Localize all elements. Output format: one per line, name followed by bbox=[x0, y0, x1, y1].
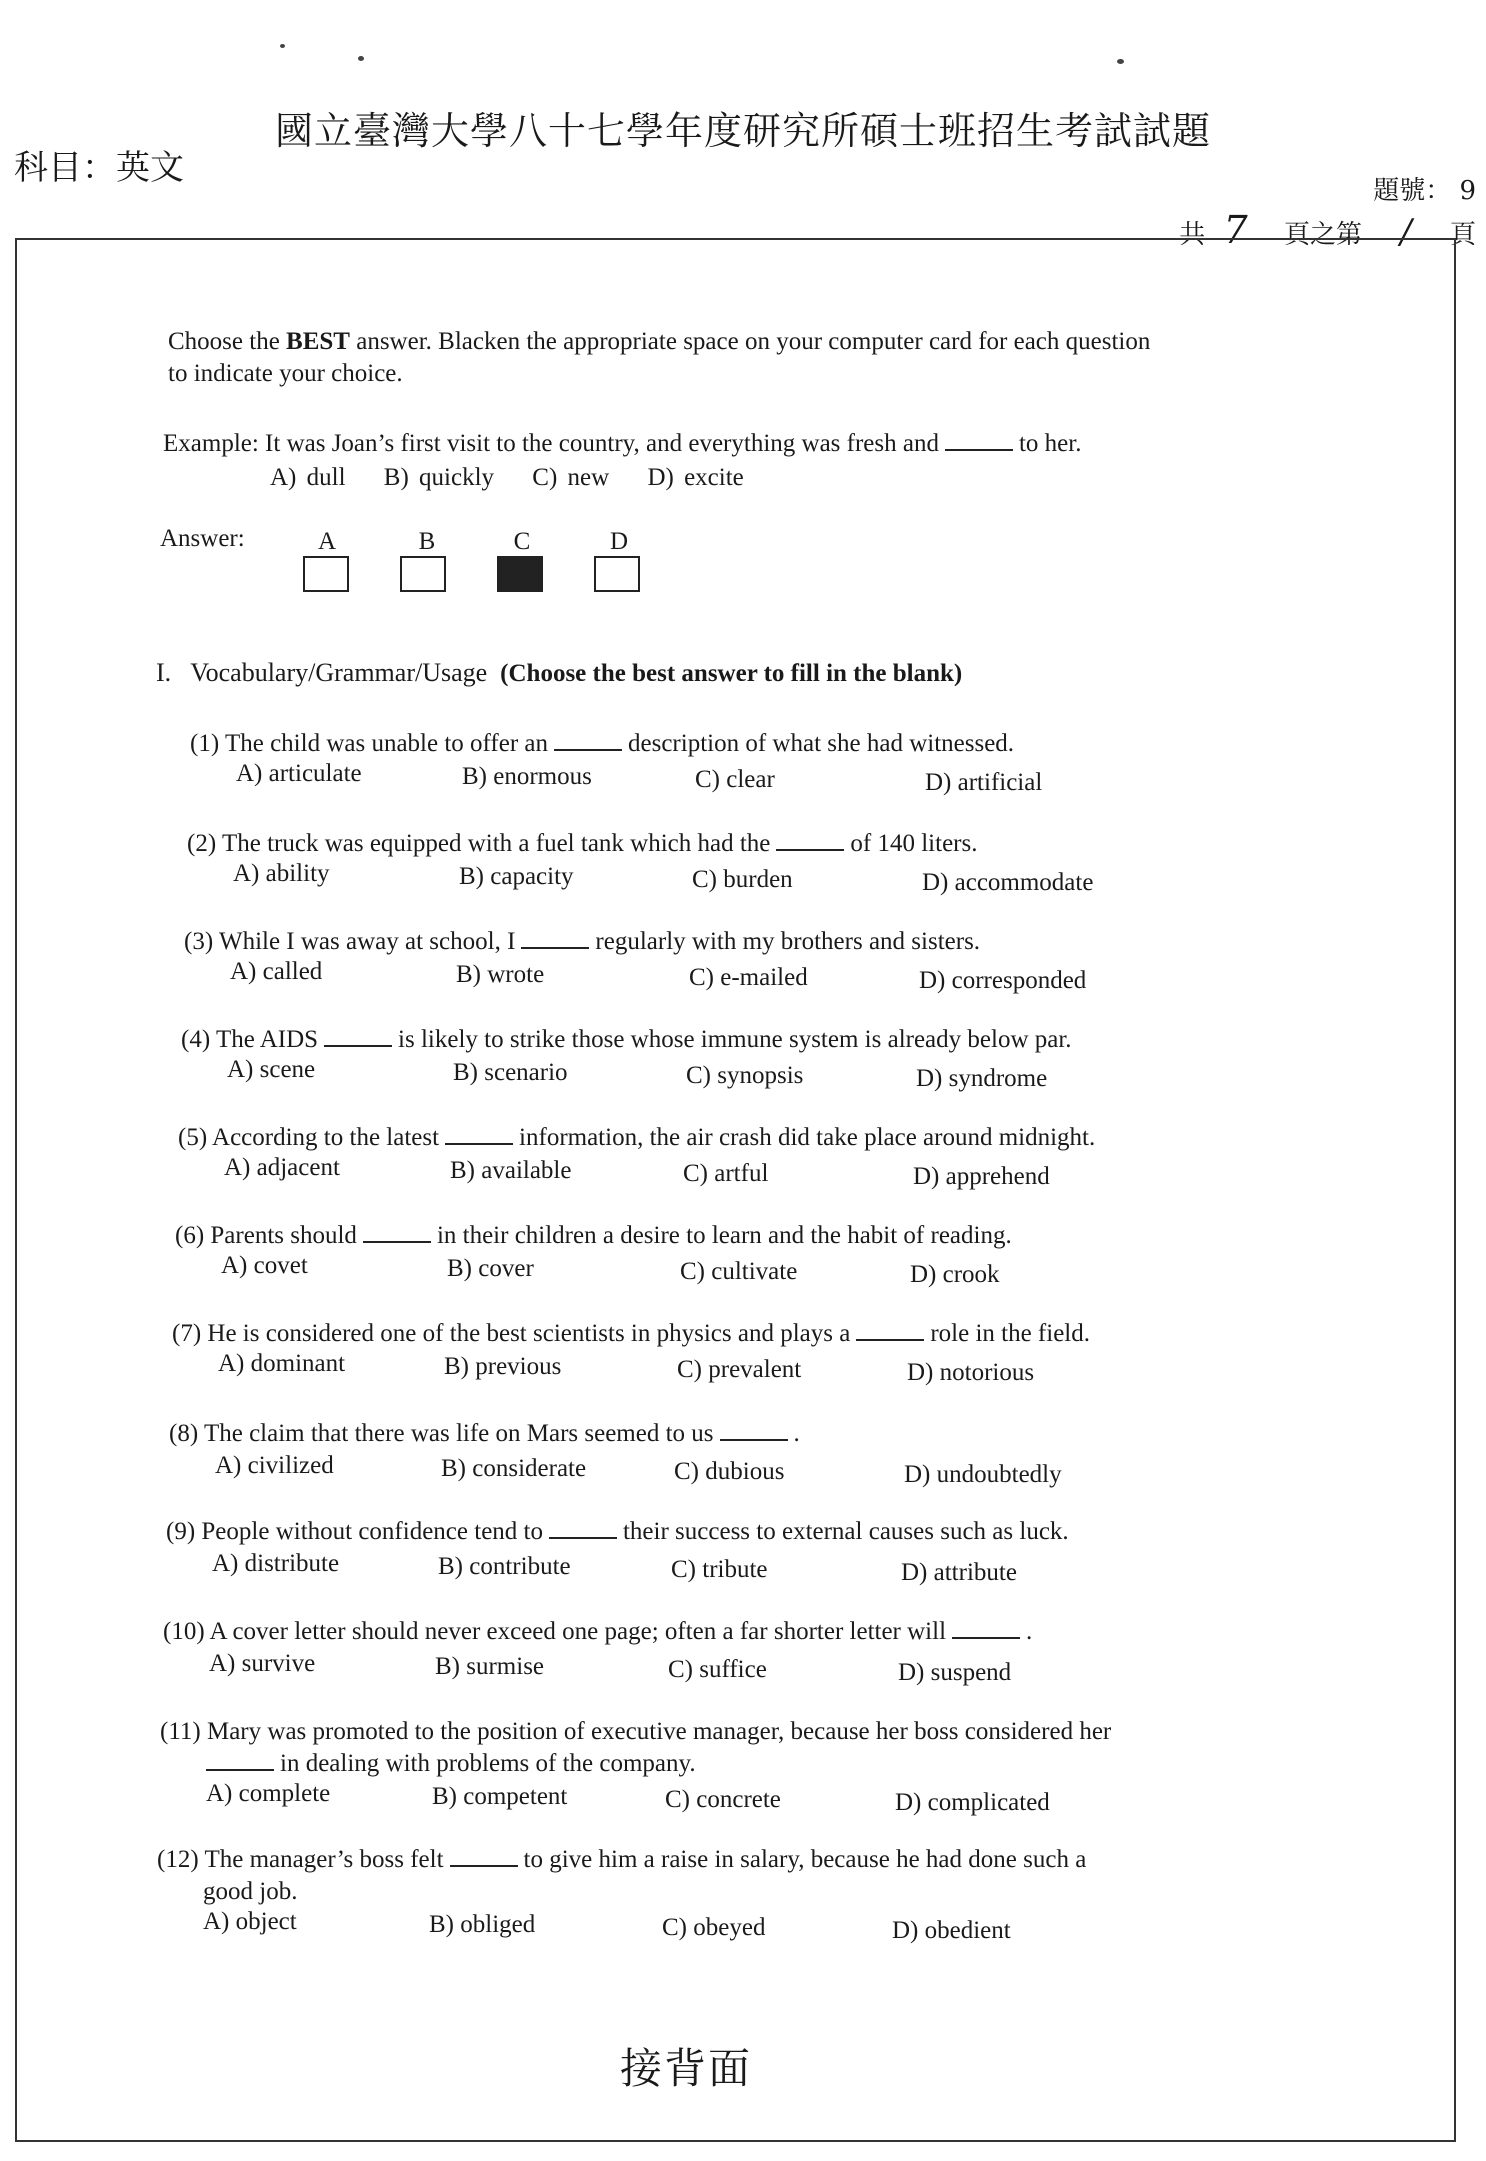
question-stem bbox=[163, 1616, 1032, 1648]
answer-option-c: C) burden bbox=[692, 866, 793, 893]
example-stem-pre: Example: It was Joan’s first visit to the country, and everything was fresh and bbox=[163, 430, 939, 457]
answer-blank bbox=[720, 1419, 788, 1441]
section-note: (Choose the best answer to fill in the blank) bbox=[500, 660, 963, 687]
answer-option-c: C) prevalent bbox=[677, 1356, 802, 1383]
answer-option-d: D) complicated bbox=[895, 1789, 1050, 1816]
answer-blank bbox=[363, 1221, 431, 1243]
answer-option-a: A) survive bbox=[209, 1650, 316, 1677]
answer-option-a: A) scene bbox=[227, 1056, 316, 1083]
question-stem bbox=[166, 1516, 1069, 1548]
example-option-c: C) new bbox=[532, 464, 610, 491]
question-number: (9) bbox=[166, 1518, 196, 1545]
question-stem bbox=[172, 1318, 1090, 1350]
answer-label: Answer: bbox=[160, 525, 245, 552]
subject-label: 科目：英文 bbox=[14, 148, 184, 188]
instructions-line2: to indicate your choice. bbox=[168, 360, 403, 387]
answer-option-d: D) suspend bbox=[898, 1659, 1012, 1686]
answer-option-a: A) dominant bbox=[218, 1350, 346, 1377]
instructions-post: answer. Blacken the appropriate space on your computer card for each question bbox=[349, 328, 1151, 355]
question-stem bbox=[181, 1024, 1072, 1056]
answer-option-d: D) undoubtedly bbox=[904, 1461, 1062, 1488]
question-stem bbox=[190, 728, 1014, 760]
question-text-post: in their children a desire to learn and the habit of reading. bbox=[436, 1222, 1012, 1249]
answer-letter-c: C bbox=[513, 528, 531, 555]
answer-blank bbox=[324, 1025, 392, 1047]
answer-option-b: B) scenario bbox=[453, 1059, 568, 1086]
question-text-pre: He is considered one of the best scientists in physics and plays a bbox=[207, 1320, 851, 1347]
question-text-pre: The claim that there was life on Mars seemed to us bbox=[203, 1420, 714, 1447]
answer-box-b bbox=[400, 556, 446, 592]
answer-box-c-filled bbox=[497, 556, 543, 592]
answer-option-c: C) dubious bbox=[674, 1458, 785, 1485]
answer-option-c: C) obeyed bbox=[662, 1914, 766, 1941]
question-number: (6) bbox=[175, 1222, 205, 1249]
answer-option-b: B) competent bbox=[432, 1783, 568, 1810]
answer-option-d: D) notorious bbox=[907, 1359, 1035, 1386]
question-text-post: role in the field. bbox=[930, 1320, 1090, 1347]
answer-option-b: B) enormous bbox=[462, 763, 592, 790]
question-number: (11) bbox=[160, 1718, 201, 1745]
answer-option-a: A) called bbox=[230, 958, 323, 985]
answer-option-a: A) complete bbox=[206, 1780, 331, 1807]
answer-option-c: C) concrete bbox=[665, 1786, 781, 1813]
answer-option-b: B) previous bbox=[444, 1353, 562, 1380]
question-stem bbox=[187, 828, 977, 860]
question-text-pre: People without confidence tend to bbox=[201, 1518, 543, 1545]
answer-blank bbox=[952, 1617, 1020, 1639]
example-option-b: B) quickly bbox=[383, 464, 495, 491]
answer-option-b: B) capacity bbox=[459, 863, 574, 890]
answer-blank bbox=[776, 829, 844, 851]
answer-option-b: B) obliged bbox=[429, 1911, 536, 1938]
answer-option-c: C) suffice bbox=[668, 1656, 767, 1683]
scan-speck bbox=[280, 44, 285, 48]
answer-option-c: C) synopsis bbox=[686, 1062, 804, 1089]
answer-option-a: A) covet bbox=[221, 1252, 308, 1279]
answer-option-d: D) apprehend bbox=[913, 1163, 1050, 1190]
scan-speck bbox=[1117, 59, 1124, 64]
question-number: (2) bbox=[187, 830, 217, 857]
answer-blank bbox=[554, 729, 622, 751]
answer-blank bbox=[450, 1845, 518, 1867]
example-option-a: A) dull bbox=[270, 464, 346, 491]
question-stem bbox=[169, 1418, 800, 1450]
answer-option-d: D) artificial bbox=[925, 769, 1043, 796]
question-text-pre: While I was away at school, I bbox=[218, 928, 516, 955]
answer-box-d bbox=[594, 556, 640, 592]
question-text-post: of 140 liters. bbox=[850, 830, 978, 857]
example-option-d: D) excite bbox=[647, 464, 744, 491]
answer-blank bbox=[856, 1319, 924, 1341]
question-number: (8) bbox=[169, 1420, 199, 1447]
question-number: (12) bbox=[157, 1846, 199, 1873]
section-heading bbox=[156, 658, 962, 688]
page-total: 7 bbox=[1223, 208, 1248, 252]
answer-box-a bbox=[303, 556, 349, 592]
question-number: (4) bbox=[181, 1026, 211, 1053]
answer-option-d: D) syndrome bbox=[916, 1065, 1048, 1092]
page-mid: 頁之第 bbox=[1283, 220, 1362, 250]
answer-option-b: B) wrote bbox=[456, 961, 545, 988]
answer-option-d: D) obedient bbox=[892, 1917, 1011, 1944]
answer-blank bbox=[206, 1749, 274, 1771]
answer-option-d: D) attribute bbox=[901, 1559, 1017, 1586]
answer-letter-d: D bbox=[609, 528, 629, 555]
answer-option-a: A) articulate bbox=[236, 760, 362, 787]
question-stem-line2 bbox=[203, 1876, 297, 1908]
answer-blank bbox=[521, 927, 589, 949]
question-text-pre: The child was unable to offer an bbox=[224, 730, 549, 757]
question-text-post: . bbox=[793, 1420, 800, 1447]
question-text-pre: Parents should bbox=[210, 1222, 357, 1249]
answer-option-a: A) adjacent bbox=[224, 1154, 340, 1181]
answer-letter-a: A bbox=[317, 528, 337, 555]
answer-option-a: A) civilized bbox=[215, 1452, 334, 1479]
question-text-line2: good job. bbox=[203, 1878, 298, 1905]
example-blank bbox=[945, 429, 1013, 451]
question-stem bbox=[157, 1844, 1086, 1876]
answer-blank bbox=[445, 1123, 513, 1145]
question-number: (10) bbox=[163, 1618, 205, 1645]
question-number: 題號： 9 bbox=[1373, 176, 1476, 206]
answer-option-a: A) object bbox=[203, 1908, 297, 1935]
question-text-pre: Mary was promoted to the position of executive manager, because her boss considered her bbox=[206, 1718, 1112, 1745]
example-options bbox=[270, 462, 772, 494]
question-text-pre: The truck was equipped with a fuel tank which had the bbox=[221, 830, 771, 857]
page-suffix: 頁 bbox=[1449, 220, 1476, 250]
scan-speck bbox=[358, 56, 364, 61]
example-stem bbox=[163, 428, 1313, 460]
question-text-pre: The AIDS bbox=[215, 1026, 319, 1053]
answer-option-d: D) corresponded bbox=[919, 967, 1087, 994]
answer-option-a: A) ability bbox=[233, 860, 330, 887]
answer-blank bbox=[549, 1517, 617, 1539]
question-number: (1) bbox=[190, 730, 220, 757]
question-stem bbox=[184, 926, 980, 958]
question-text-pre: A cover letter should never exceed one page; often a far shorter letter will bbox=[209, 1618, 947, 1645]
question-text-post: regularly with my brothers and sisters. bbox=[595, 928, 981, 955]
answer-letter-b: B bbox=[418, 528, 436, 555]
example-stem-post: to her. bbox=[1018, 430, 1082, 457]
instructions bbox=[168, 326, 1288, 390]
question-text-post: information, the air crash did take place around midnight. bbox=[519, 1124, 1096, 1151]
instructions-bold: BEST bbox=[286, 328, 350, 355]
answer-option-c: C) e-mailed bbox=[689, 964, 808, 991]
answer-option-b: B) surmise bbox=[435, 1653, 545, 1680]
question-stem bbox=[175, 1220, 1012, 1252]
answer-option-c: C) clear bbox=[695, 766, 775, 793]
question-text-post: . bbox=[1026, 1618, 1033, 1645]
question-stem bbox=[160, 1716, 1111, 1748]
question-number: (7) bbox=[172, 1320, 202, 1347]
answer-option-d: D) accommodate bbox=[922, 869, 1094, 896]
answer-option-d: D) crook bbox=[910, 1261, 1000, 1288]
instructions-pre: Choose the bbox=[168, 328, 287, 355]
question-stem-line2 bbox=[206, 1748, 696, 1780]
answer-option-c: C) cultivate bbox=[680, 1258, 798, 1285]
question-text-post: to give him a raise in salary, because he had done such a bbox=[523, 1846, 1087, 1873]
answer-option-c: C) artful bbox=[683, 1160, 769, 1187]
question-number: (3) bbox=[184, 928, 214, 955]
question-stem bbox=[178, 1122, 1095, 1154]
answer-option-b: B) contribute bbox=[438, 1553, 571, 1580]
answer-option-b: B) available bbox=[450, 1157, 572, 1184]
question-number: (5) bbox=[178, 1124, 208, 1151]
answer-option-b: B) cover bbox=[447, 1255, 534, 1282]
section-label: I. bbox=[156, 658, 172, 687]
answer-option-b: B) considerate bbox=[441, 1455, 587, 1482]
question-text-post: description of what she had witnessed. bbox=[628, 730, 1015, 757]
continue-on-back: 接背面 bbox=[620, 2044, 753, 2093]
section-title: Vocabulary/Grammar/Usage bbox=[190, 658, 488, 687]
answer-option-a: A) distribute bbox=[212, 1550, 340, 1577]
question-text-pre: The manager’s boss felt bbox=[204, 1846, 444, 1873]
question-text-line2: in dealing with problems of the company. bbox=[280, 1750, 696, 1777]
answer-option-c: C) tribute bbox=[671, 1556, 768, 1583]
question-text-post: their success to external causes such as luck. bbox=[622, 1518, 1069, 1545]
page-total-prefix: 共 bbox=[1179, 220, 1206, 250]
question-text-post: is likely to strike those whose immune system is already below par. bbox=[398, 1026, 1072, 1053]
page-current: / bbox=[1400, 212, 1412, 252]
question-text-pre: According to the latest bbox=[212, 1124, 440, 1151]
exam-title: 國立臺灣大學八十七學年度研究所碩士班招生考試試題 bbox=[274, 109, 1211, 153]
